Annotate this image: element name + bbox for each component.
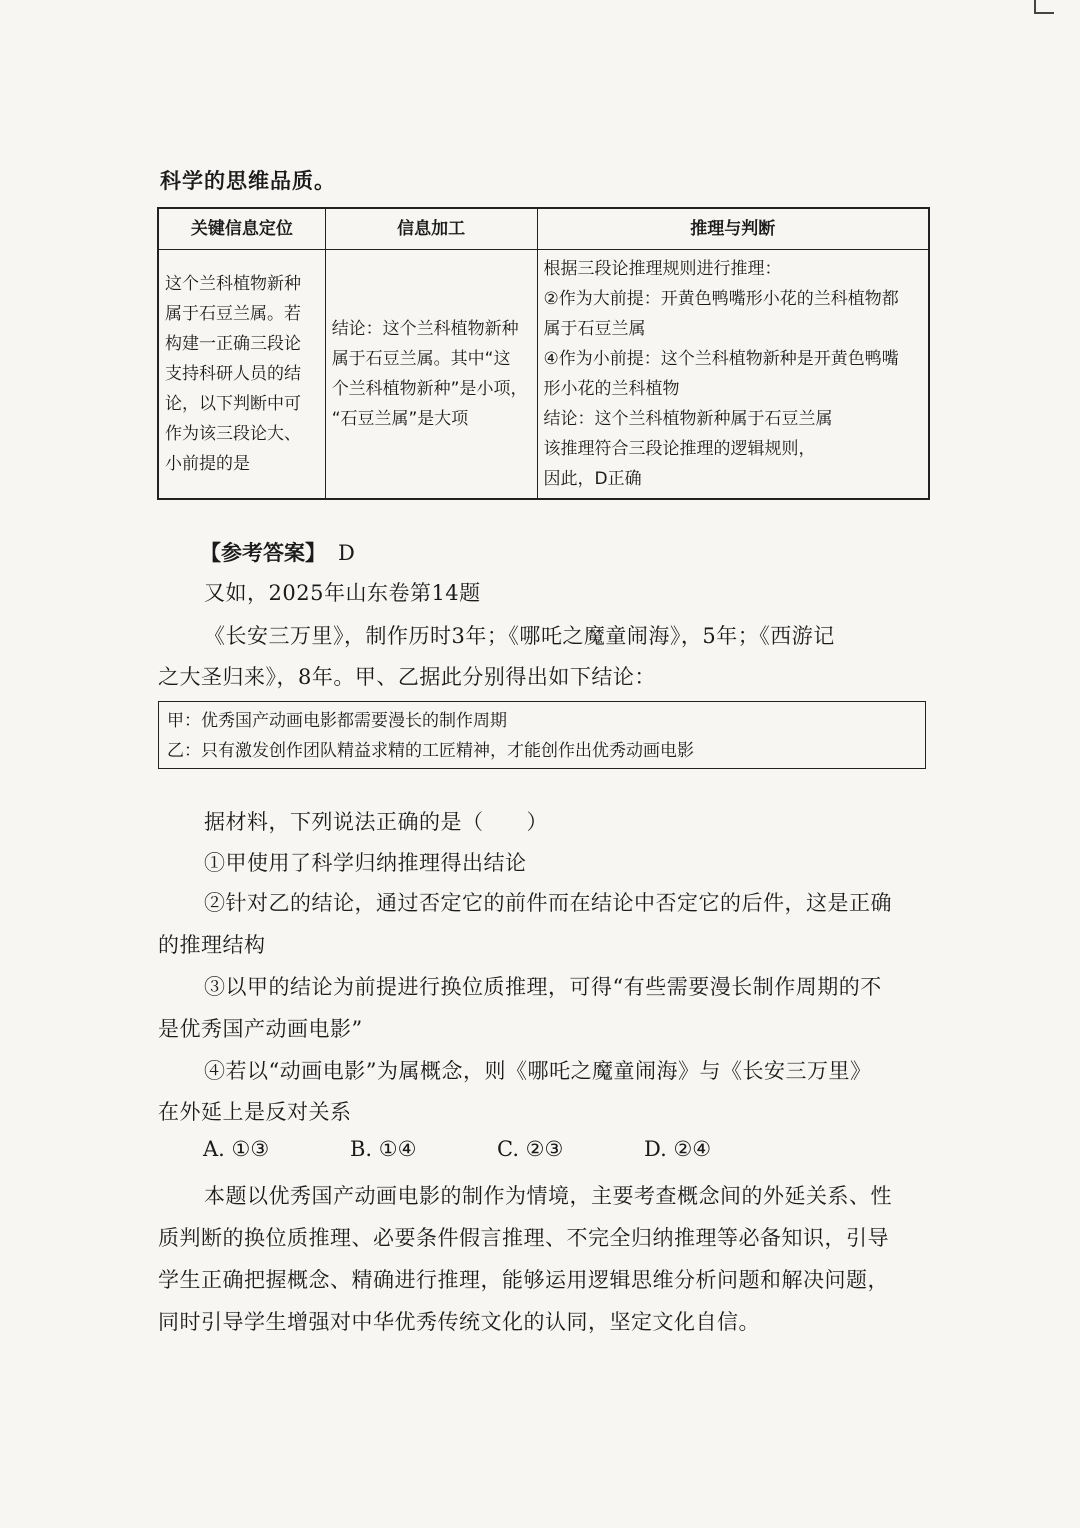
- table-header-row: [158, 208, 929, 250]
- cell-key-info: [158, 250, 325, 500]
- cell-line: 属于石豆兰属: [543, 319, 646, 339]
- cell-line: 小前提的是: [165, 454, 250, 474]
- cell-line: 作为该三段论大、: [165, 424, 301, 444]
- header-processing: 信息加工: [325, 208, 537, 250]
- cell-line: 结论：这个兰科植物新种属于石豆兰属: [543, 409, 833, 429]
- analysis-table: [157, 207, 930, 500]
- cell-line: 该推理符合三段论推理的逻辑规则，: [543, 439, 816, 459]
- answer-value: D: [338, 541, 355, 565]
- cell-processing: [325, 250, 537, 500]
- cell-line: 论，以下判断中可: [165, 394, 301, 414]
- cell-line: 个兰科植物新种”是小项，: [331, 379, 528, 399]
- cell-line: 属于石豆兰属。若: [165, 304, 301, 324]
- reference-answer: [200, 537, 355, 567]
- statement-4-line-1: ④若以“动画电影”为属概念，则《哪吒之魔童闹海》与《长安三万里》: [204, 1059, 872, 1083]
- cell-line: 构建一正确三段论: [165, 334, 301, 354]
- analysis-line-3: 学生正确把握概念、精确进行推理，能够运用逻辑思维分析问题和解决问题，: [158, 1268, 889, 1292]
- cell-line: ④作为小前提：这个兰科植物新种是开黄色鸭嘴: [543, 349, 899, 369]
- option-b: B. ①④: [350, 1137, 417, 1161]
- answer-label: 【参考答案】: [200, 540, 326, 565]
- option-c: C. ②③: [497, 1137, 564, 1161]
- header-reasoning: 推理与判断: [537, 208, 929, 250]
- cell-line: 属于石豆兰属。其中“这: [331, 349, 511, 369]
- cell-line: 根据三段论推理规则进行推理：: [543, 259, 782, 279]
- question-stem: 据材料，下列说法正确的是（ ）: [204, 810, 548, 834]
- conclusion-yi: 乙：只有激发创作团队精益求精的工匠精神，才能创作出优秀动画电影: [167, 741, 694, 761]
- statement-2-line-1: ②针对乙的结论，通过否定它的前件而在结论中否定它的后件，这是正确: [204, 891, 892, 915]
- statement-3-line-2: 是优秀国产动画电影”: [158, 1017, 363, 1041]
- cell-reasoning: [537, 250, 929, 500]
- table-row: [158, 250, 929, 500]
- cell-line: 结论：这个兰科植物新种: [331, 319, 519, 339]
- material-line-2: 之大圣归来》，8年。甲、乙据此分别得出如下结论：: [158, 665, 656, 689]
- example-intro: 又如，2025年山东卷第14题: [204, 581, 481, 605]
- cell-line: 形小花的兰科植物: [543, 379, 680, 399]
- cell-line: 这个兰科植物新种: [165, 274, 301, 294]
- material-line-1: 《长安三万里》，制作历时3年；《哪吒之魔童闹海》，5年；《西游记: [204, 624, 835, 648]
- conclusions-box: [158, 701, 926, 769]
- header-key-info: 关键信息定位: [158, 208, 325, 250]
- conclusion-jia: 甲：优秀国产动画电影都需要漫长的制作周期: [167, 711, 507, 731]
- statement-3-line-1: ③以甲的结论为前提进行换位质推理，可得“有些需要漫长制作周期的不: [204, 975, 882, 999]
- answer-options: [203, 1137, 791, 1161]
- statement-1: ①甲使用了科学归纳推理得出结论: [204, 851, 527, 875]
- cell-line: ②作为大前提：开黄色鸭嘴形小花的兰科植物都: [543, 289, 899, 309]
- option-d: D. ②④: [644, 1137, 712, 1161]
- cell-line: 支持科研人员的结: [165, 364, 301, 384]
- analysis-line-2: 质判断的换位质推理、必要条件假言推理、不完全归纳推理等必备知识，引导: [158, 1226, 889, 1250]
- corner-mark: [1034, 0, 1054, 14]
- statement-4-line-2: 在外延上是反对关系: [158, 1100, 352, 1124]
- cell-line: “石豆兰属”是大项: [331, 409, 469, 429]
- statement-2-line-2: 的推理结构: [158, 933, 266, 957]
- analysis-line-4: 同时引导学生增强对中华优秀传统文化的认同，坚定文化自信。: [158, 1310, 760, 1334]
- option-a: A. ①③: [203, 1137, 270, 1161]
- analysis-line-1: 本题以优秀国产动画电影的制作为情境，主要考查概念间的外延关系、性: [204, 1184, 892, 1208]
- intro-text: 科学的思维品质。: [160, 168, 336, 193]
- cell-line: 因此，D正确: [543, 469, 642, 489]
